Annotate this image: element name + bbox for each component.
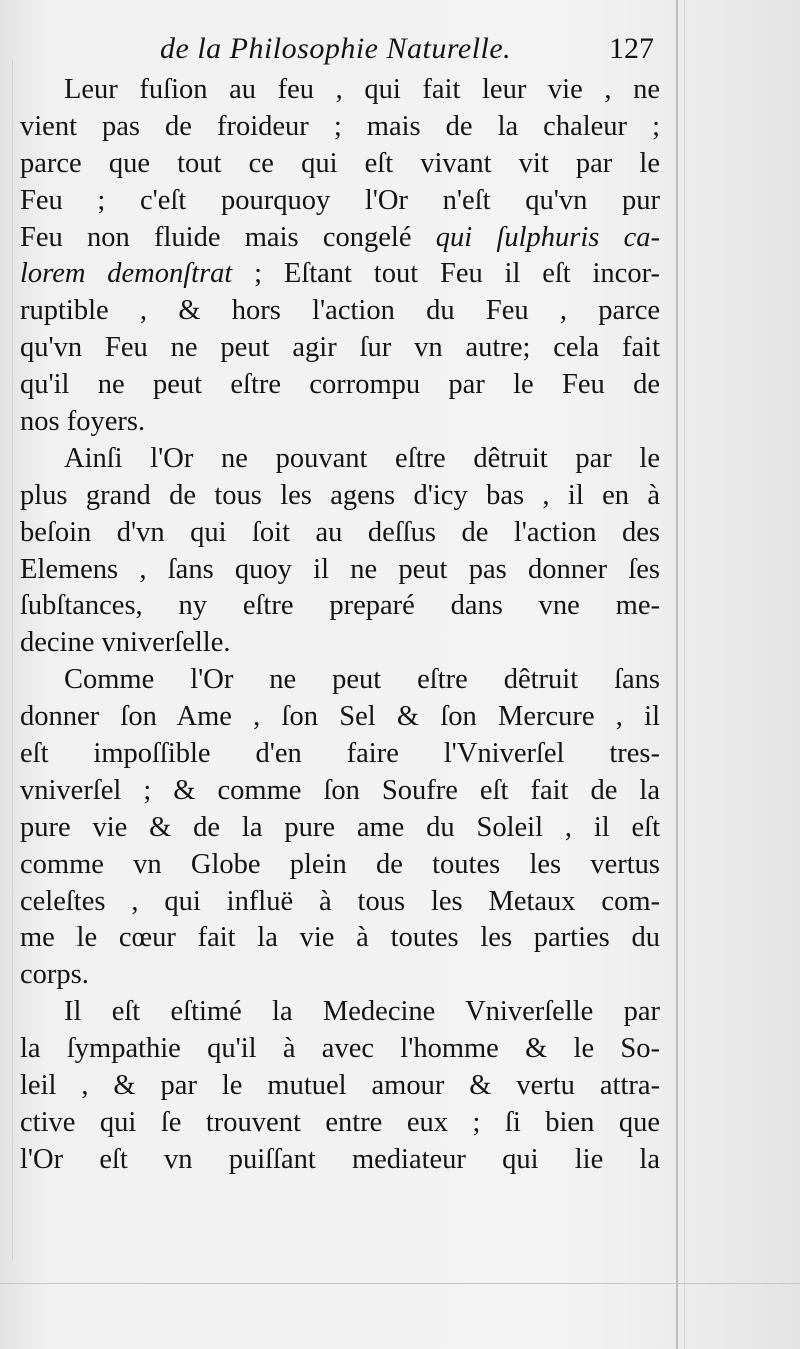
line-text: pure vie & de la pure ame du Soleil , il eſt <box>20 811 660 843</box>
text-line <box>20 1105 660 1142</box>
line-text: Ainſi l'Or ne pouvant eſtre dêtruit par le <box>64 442 660 474</box>
text-line <box>20 920 660 957</box>
text-line <box>20 441 660 478</box>
line-text: ſubſtances, ny eſtre preparé dans vne me- <box>20 590 660 622</box>
line-text: Elemens , ſans quoy il ne peut pas donner ſes <box>20 553 660 585</box>
page-header <box>20 30 660 70</box>
text-line <box>20 625 660 662</box>
text-line <box>20 146 660 183</box>
line-text: qu'vn Feu ne peut agir ſur vn autre; cela fait <box>20 332 660 364</box>
text-line <box>20 1068 660 1105</box>
line-text: beſoin d'vn qui ſoit au deſſus de l'action des <box>20 516 660 548</box>
text-line <box>20 699 660 736</box>
line-text: Leur fuſion au feu , qui fait leur vie , ne <box>64 74 660 105</box>
latin-quote: qui ſulphuris ca- <box>435 221 661 253</box>
text-line <box>20 662 660 699</box>
latin-quote: lorem demonſtrat <box>20 258 233 290</box>
line-text: corps. <box>20 959 89 991</box>
text-line <box>20 404 660 441</box>
line-text: comme vn Globe plein de toutes les vertus <box>20 848 660 880</box>
text-line <box>20 773 660 810</box>
line-text: Comme l'Or ne peut eſtre dêtruit ſans <box>64 664 660 696</box>
text-line <box>20 183 660 220</box>
line-text: Il eſt eſtimé la Medecine Vniverſelle par <box>64 996 660 1028</box>
text-line <box>20 884 660 921</box>
line-text: Feu non fluide mais congelé <box>20 221 436 253</box>
line-text-after: ; Eſtant tout Feu il eſt incor- <box>232 258 660 290</box>
line-text: eſt impoſſible d'en faire l'Vniverſel tres- <box>20 738 660 770</box>
line-text: me le cœur fait la vie à toutes les parties du <box>20 922 660 954</box>
line-text: Feu ; c'eſt pourquoy l'Or n'eſt qu'vn pur <box>20 184 660 216</box>
text-line <box>20 478 660 515</box>
text-line <box>20 220 660 257</box>
text-line <box>20 109 660 146</box>
line-text: ctive qui ſe trouvent entre eux ; ſi bien que <box>20 1106 660 1138</box>
text-line <box>20 515 660 552</box>
gutter-shadow <box>684 0 685 1349</box>
bottom-rule <box>0 1283 800 1284</box>
line-text: la ſympathie qu'il à avec l'homme & le So- <box>20 1033 660 1065</box>
text-line <box>20 957 660 994</box>
text-line <box>20 293 660 330</box>
gutter-line <box>676 0 678 1349</box>
text-line <box>20 552 660 589</box>
line-text: vniverſel ; & comme ſon Soufre eſt fait de la <box>20 774 660 806</box>
text-line <box>20 810 660 847</box>
text-line <box>20 588 660 625</box>
page-edge <box>12 60 13 1260</box>
line-text: l'Or eſt vn puiſſant mediateur qui lie la <box>20 1143 660 1175</box>
text-line <box>20 1031 660 1068</box>
text-line <box>20 72 660 109</box>
line-text: donner ſon Ame , ſon Sel & ſon Mercure , il <box>20 701 660 733</box>
text-line <box>20 847 660 884</box>
text-line <box>20 736 660 773</box>
line-text: nos foyers. <box>20 406 146 438</box>
text-line <box>20 330 660 367</box>
line-text: celeſtes , qui influë à tous les Metaux com- <box>20 885 660 917</box>
line-text: decine vniverſelle. <box>20 627 231 659</box>
text-line <box>20 256 660 293</box>
text-line <box>20 994 660 1031</box>
body-text <box>20 72 660 1179</box>
text-line <box>20 367 660 404</box>
line-text: vient pas de froideur ; mais de la chaleur ; <box>20 110 660 142</box>
line-text: plus grand de tous les agens d'icy bas , il en à <box>20 479 660 511</box>
text-line <box>20 1142 660 1179</box>
line-text: leil , & par le mutuel amour & vertu attra- <box>20 1070 660 1102</box>
line-text: qu'il ne peut eſtre corrompu par le Feu de <box>20 369 660 401</box>
line-text: ruptible , & hors l'action du Feu , parce <box>20 295 660 327</box>
page-number: 127 <box>609 32 654 65</box>
running-head: de la Philosophie Naturelle. <box>160 32 512 65</box>
line-text: parce que tout ce qui eſt vivant vit par le <box>20 147 660 179</box>
